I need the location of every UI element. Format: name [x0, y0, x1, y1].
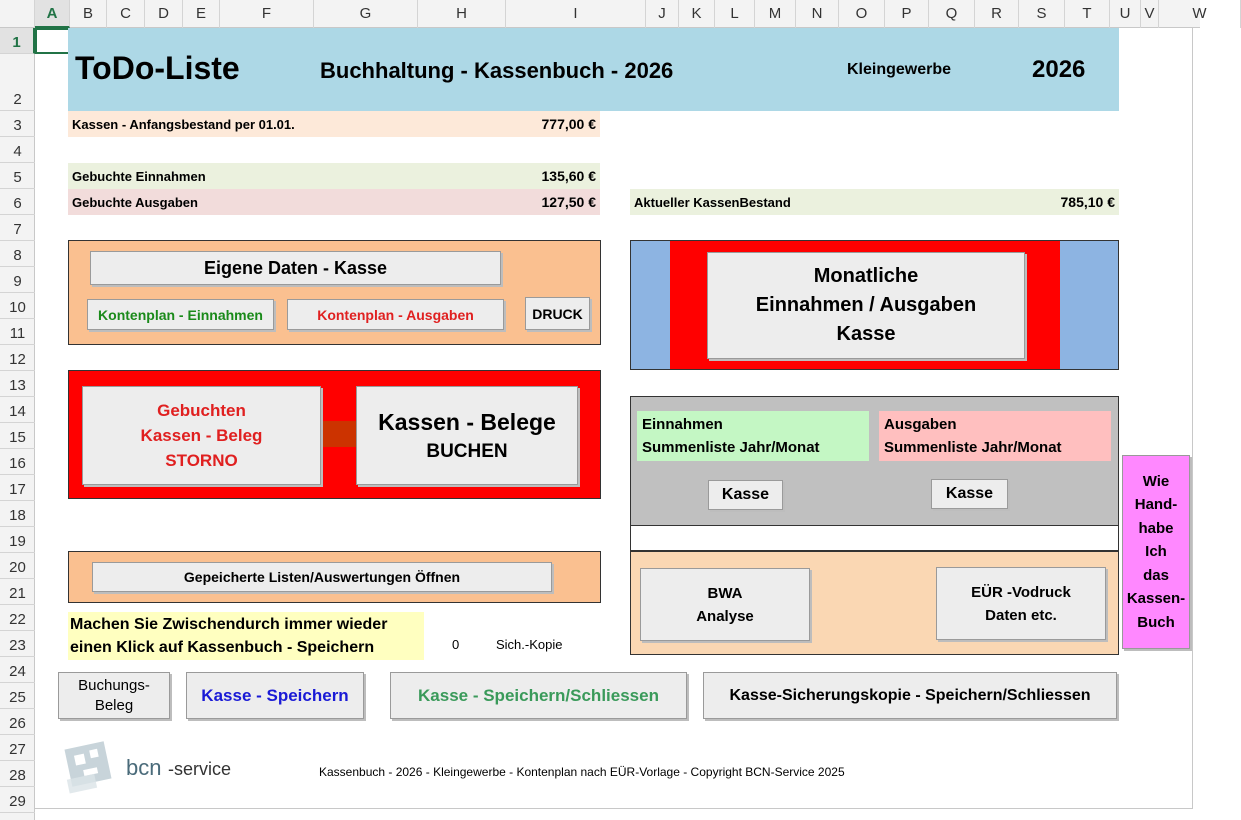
how-to-use-cashbook-button[interactable]: [1122, 455, 1190, 649]
column-header-b[interactable]: B: [70, 0, 107, 28]
row-header-19[interactable]: 19: [0, 527, 35, 553]
eur-print-button[interactable]: [936, 567, 1106, 640]
reminder-line-2: einen Klick auf Kassenbuch - Speichern: [70, 639, 375, 656]
reminder-line-1: Machen Sie Zwischendurch immer wieder: [70, 616, 388, 633]
help-line-2: Hand-: [1134, 496, 1178, 514]
receipts-connector: [321, 421, 356, 447]
row-header-10[interactable]: 10: [0, 293, 35, 319]
header-year: 2026: [1032, 56, 1086, 83]
storno-receipt-button[interactable]: [82, 386, 321, 485]
row-header-18[interactable]: 18: [0, 501, 35, 527]
bwa-line-1: BWA: [707, 584, 743, 602]
help-line-1: Wie: [1142, 472, 1170, 490]
help-line-6: Kassen-: [1126, 590, 1186, 608]
monthly-line-2: Einnahmen / Ausgaben: [755, 294, 977, 316]
column-header-k[interactable]: K: [679, 0, 715, 28]
page-subtitle: Buchhaltung - Kassenbuch - 2026: [320, 58, 674, 83]
bcn-logo-graphic: [62, 737, 122, 795]
save-close-cashbook-button[interactable]: Kasse - Speichern/Schliessen: [390, 672, 687, 719]
row-header-28[interactable]: 28: [0, 761, 35, 787]
column-header-n[interactable]: N: [796, 0, 839, 28]
current-balance-label: Aktueller KassenBestand: [634, 194, 791, 210]
row-header-12[interactable]: 12: [0, 345, 35, 371]
bwa-line-2: Analyse: [696, 607, 754, 625]
row-header-9[interactable]: 9: [0, 267, 35, 293]
chart-of-accounts-income-button[interactable]: Kontenplan - Einnahmen: [87, 299, 274, 330]
column-header-t[interactable]: T: [1065, 0, 1110, 28]
column-header-m[interactable]: M: [755, 0, 796, 28]
row-header-6[interactable]: 6: [0, 189, 35, 215]
expense-sum-line-1: Ausgaben: [884, 416, 957, 433]
eur-line-1: EÜR -Vodruck: [971, 583, 1071, 601]
print-button[interactable]: DRUCK: [525, 297, 590, 330]
expense-sum-list-label: [879, 411, 1111, 461]
business-type: Kleingewerbe: [847, 61, 952, 78]
help-line-4: Ich: [1145, 543, 1167, 561]
column-header-f[interactable]: F: [220, 0, 314, 28]
row-header-29[interactable]: 29: [0, 787, 35, 813]
book-line-1: Kassen - Belege: [378, 408, 556, 435]
column-header-i[interactable]: I: [506, 0, 646, 28]
column-header-e[interactable]: E: [183, 0, 220, 28]
page-title: ToDo-Liste: [75, 50, 240, 86]
row-header-27[interactable]: 27: [0, 735, 35, 761]
selected-cell-a1[interactable]: [35, 28, 70, 54]
row-header-17[interactable]: 17: [0, 475, 35, 501]
book-line-2: BUCHEN: [426, 440, 508, 462]
own-data-button[interactable]: Eigene Daten - Kasse: [90, 251, 501, 285]
booking-line-2: Beleg: [94, 696, 134, 714]
storno-line-1: Gebuchten: [157, 401, 246, 420]
column-header-o[interactable]: O: [839, 0, 885, 28]
column-header-w[interactable]: W: [1159, 0, 1241, 28]
storno-line-3: STORNO: [165, 451, 238, 470]
income-sum-kasse-button[interactable]: Kasse: [708, 480, 783, 510]
sheet-right-edge: [1192, 28, 1193, 808]
monthly-line-3: Kasse: [836, 323, 896, 345]
column-header-r[interactable]: R: [975, 0, 1019, 28]
column-header-s[interactable]: S: [1019, 0, 1065, 28]
monthly-income-expense-button[interactable]: [707, 252, 1025, 359]
start-balance-value: 777,00 €: [541, 116, 596, 132]
start-balance-label: Kassen - Anfangsbestand per 01.01.: [72, 116, 295, 132]
income-label: Gebuchte Einnahmen: [72, 168, 206, 184]
column-header-a[interactable]: A: [35, 0, 70, 28]
expense-sum-line-2: Summenliste Jahr/Monat: [884, 439, 1062, 456]
logo-suffix: -service: [168, 759, 232, 779]
save-cashbook-button[interactable]: Kasse - Speichern: [186, 672, 364, 719]
column-header-p[interactable]: P: [885, 0, 929, 28]
income-sum-line-2: Summenliste Jahr/Monat: [642, 439, 820, 456]
select-all-corner[interactable]: [0, 0, 35, 28]
row-header-15[interactable]: 15: [0, 423, 35, 449]
open-saved-lists-button[interactable]: Gepeicherte Listen/Auswertungen Öffnen: [92, 562, 552, 592]
eur-line-2: Daten etc.: [985, 606, 1057, 624]
row-header-23[interactable]: 23: [0, 631, 35, 657]
row-header-4[interactable]: 4: [0, 137, 35, 163]
row-header-8[interactable]: 8: [0, 241, 35, 267]
save-reminder-note: [68, 612, 424, 660]
backup-copy-label: Sich.-Kopie: [496, 637, 563, 652]
help-line-7: Buch: [1137, 613, 1175, 631]
help-line-3: habe: [1138, 519, 1174, 537]
expense-sum-kasse-button[interactable]: Kasse: [931, 479, 1008, 509]
copyright-text: Kassenbuch - 2026 - Kleingewerbe - Kontenplan nach EÜR-Vorlage - Copyright BCN-Service 2025: [319, 765, 845, 779]
row-header-1[interactable]: 1: [0, 28, 35, 54]
bcn-logo: [62, 737, 247, 795]
column-header-l[interactable]: L: [715, 0, 755, 28]
row-header-16[interactable]: 16: [0, 449, 35, 475]
logo-text: bcn: [126, 755, 162, 780]
column-header-d[interactable]: D: [145, 0, 183, 28]
row-header-25[interactable]: 25: [0, 683, 35, 709]
column-header-q[interactable]: Q: [929, 0, 975, 28]
expense-label: Gebuchte Ausgaben: [72, 194, 198, 210]
book-receipts-button[interactable]: [356, 386, 578, 485]
backup-counter: 0: [452, 637, 460, 652]
row-header-13[interactable]: 13: [0, 371, 35, 397]
column-header-c[interactable]: C: [107, 0, 145, 28]
row-header-5[interactable]: 5: [0, 163, 35, 189]
column-header-g[interactable]: G: [314, 0, 418, 28]
monthly-line-1: Monatliche: [813, 265, 919, 287]
row-header-24[interactable]: 24: [0, 657, 35, 683]
column-header-u[interactable]: U: [1110, 0, 1141, 28]
row-header-26[interactable]: 26: [0, 709, 35, 735]
row-header-14[interactable]: 14: [0, 397, 35, 423]
booking-receipt-button[interactable]: [58, 672, 170, 719]
column-header-j[interactable]: J: [646, 0, 679, 28]
backup-save-close-button[interactable]: Kasse-Sicherungskopie - Speichern/Schliessen: [703, 672, 1117, 719]
expense-value: 127,50 €: [541, 194, 596, 210]
column-header-h[interactable]: H: [418, 0, 506, 28]
income-value: 135,60 €: [541, 168, 596, 184]
income-sum-line-1: Einnahmen: [642, 416, 723, 433]
row-header-21[interactable]: 21: [0, 579, 35, 605]
current-balance-value: 785,10 €: [1060, 194, 1115, 210]
chart-of-accounts-expense-button[interactable]: Kontenplan - Ausgaben: [287, 299, 504, 330]
bwa-analysis-button[interactable]: [640, 568, 810, 641]
row-header-22[interactable]: 22: [0, 605, 35, 631]
row-header-2[interactable]: 2: [0, 54, 35, 111]
sums-panel-white-strip: [631, 525, 1118, 550]
sheet-bottom-edge: [35, 808, 1193, 809]
row-header-11[interactable]: 11: [0, 319, 35, 345]
storno-line-2: Kassen - Beleg: [140, 426, 263, 445]
row-header-3[interactable]: 3: [0, 111, 35, 137]
row-header-bar: [0, 28, 35, 820]
help-line-5: das: [1143, 566, 1169, 584]
column-header-bar: [0, 0, 1207, 28]
booking-line-1: Buchungs-: [78, 676, 150, 694]
row-header-7[interactable]: 7: [0, 215, 35, 241]
column-header-v[interactable]: V: [1141, 0, 1159, 28]
income-sum-list-label: [637, 411, 869, 461]
row-header-20[interactable]: 20: [0, 553, 35, 579]
